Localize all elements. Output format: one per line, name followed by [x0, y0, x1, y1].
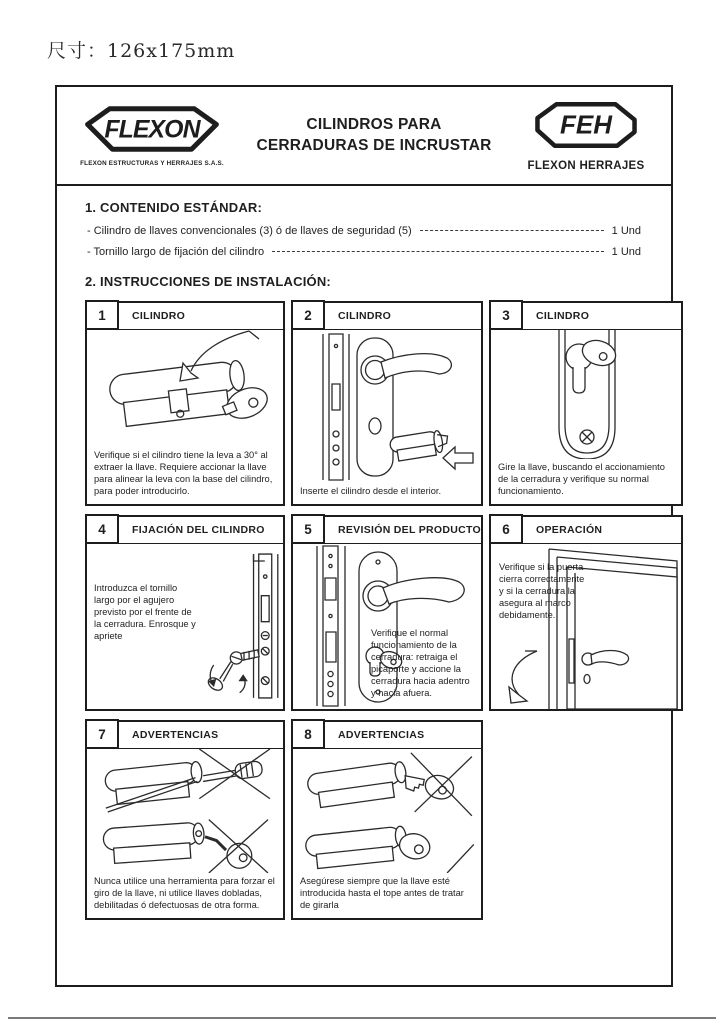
- svg-text:FLEXON: FLEXON: [104, 115, 200, 143]
- brand-subtitle: FLEXON ESTRUCTURAS Y HERRAJES S.A.S.: [80, 159, 224, 167]
- section-1-heading: 1. CONTENIDO ESTÁNDAR:: [85, 200, 263, 215]
- document-header: [57, 87, 671, 186]
- panel-title: REVISIÓN DEL PRODUCTO: [338, 524, 482, 536]
- instruction-panel-8: [291, 720, 483, 920]
- document-title-line1: CILINDROS PARA: [306, 116, 442, 134]
- instruction-panel-7: [85, 720, 285, 920]
- panel-number: 2: [291, 300, 325, 330]
- instruction-panel-1: [85, 301, 285, 506]
- feh-logo: [521, 99, 651, 172]
- svg-text:FEH: FEH: [560, 109, 612, 140]
- scan-edge-artifact: [8, 1017, 716, 1019]
- panel-number: 1: [85, 300, 119, 330]
- panel-caption: Verifique si el cilindro tiene la leva a 30° al extraer la llave. Requiere accionar la llave para alinear la leva con la base del cilindro, para poder introducirlo.: [94, 450, 273, 497]
- panel-caption: Gire la llave, buscando el accionamiento de la cerradura y verifique su normal funcionamiento.: [498, 462, 665, 497]
- content-item-label: - Tornillo largo de fijación del cilindro: [87, 246, 265, 258]
- panel-number: 7: [85, 719, 119, 749]
- warning-key-depth-illustration: [293, 748, 481, 873]
- panel-number: 6: [489, 514, 523, 544]
- document-title-line2: CERRADURAS DE INCRUSTAR: [256, 136, 492, 154]
- page-size-label: 尺寸：126x175mm: [47, 40, 236, 62]
- panel-title: FIJACIÓN DEL CILINDRO: [132, 524, 265, 536]
- instruction-panel-6: [489, 515, 683, 711]
- dashed-leader: [420, 230, 604, 231]
- insert-cylinder-illustration: [293, 329, 481, 483]
- content-item: [87, 246, 641, 258]
- panel-header: [293, 722, 481, 748]
- content-item-qty: 1 Und: [611, 225, 641, 237]
- document-title: [227, 115, 521, 155]
- panel-number: 3: [489, 300, 523, 330]
- panel-title: CILINDRO: [536, 310, 590, 322]
- turn-key-illustration: [491, 329, 681, 459]
- feh-logo-badge-icon: [534, 99, 638, 151]
- feh-logo-caption: FLEXON HERRAJES: [527, 160, 645, 172]
- panel-title: CILINDRO: [132, 310, 186, 322]
- document-sheet: [55, 85, 673, 987]
- panel-header: [293, 303, 481, 329]
- panel-caption: Introduzca el tornillo largo por el agujero previsto por el frente de la cerradura. Enrosque y apriete: [94, 583, 196, 641]
- content-item-qty: 1 Und: [611, 246, 641, 258]
- content-item-label: - Cilindro de llaves convencionales (3) ó de llaves de seguridad (5): [87, 225, 412, 237]
- instruction-panel-3: [489, 301, 683, 506]
- instruction-panel-4: [85, 515, 285, 711]
- panel-title: ADVERTENCIAS: [338, 729, 425, 741]
- section-2-heading: 2. INSTRUCCIONES DE INSTALACIÓN:: [85, 274, 331, 289]
- flexon-logo-badge-icon: [83, 105, 221, 153]
- panel-caption: Inserte el cilindro desde el interior.: [300, 486, 442, 497]
- content-item: [87, 225, 641, 237]
- panel-title: ADVERTENCIAS: [132, 729, 219, 741]
- panel-caption: Verifique si la puerta cierra correctamente y si la cerradura la asegura al marco debidamente.: [499, 562, 585, 621]
- panel-number: 8: [291, 719, 325, 749]
- standard-content-list: [87, 225, 641, 258]
- panel-number: 4: [85, 514, 119, 544]
- panel-header: [491, 303, 681, 329]
- cylinder-cam-key-illustration: [87, 329, 283, 447]
- fixing-screw-illustration: [205, 543, 283, 709]
- panel-caption: Nunca utilice una herramienta para forzar el giro de la llave, ni utilice llaves dobladas, debilitadas ó defectuosas de otra forma.: [94, 876, 275, 911]
- panel-header: [87, 722, 283, 748]
- panel-header: [293, 517, 481, 543]
- panel-caption: Asegúrese siempre que la llave esté introducida hasta el tope antes de tratar de girarla: [300, 876, 464, 911]
- panel-title: CILINDRO: [338, 310, 392, 322]
- panel-number: 5: [291, 514, 325, 544]
- panel-header: [87, 517, 283, 543]
- panel-title: OPERACIÓN: [536, 524, 603, 536]
- flexon-logo: [77, 105, 227, 167]
- instruction-panels-grid: [85, 301, 665, 920]
- dashed-leader: [272, 251, 604, 252]
- panel-header: [87, 303, 283, 329]
- instruction-panel-5: [291, 515, 483, 711]
- panel-header: [491, 517, 681, 543]
- panel-caption: Verifique el normal funcionamiento de la cerradura: retraiga el picaporte y accione la cerradura hacia adentro y hacia afuera.: [371, 627, 470, 698]
- instruction-panel-2: [291, 301, 483, 506]
- warning-forced-tools-illustration: [87, 748, 283, 873]
